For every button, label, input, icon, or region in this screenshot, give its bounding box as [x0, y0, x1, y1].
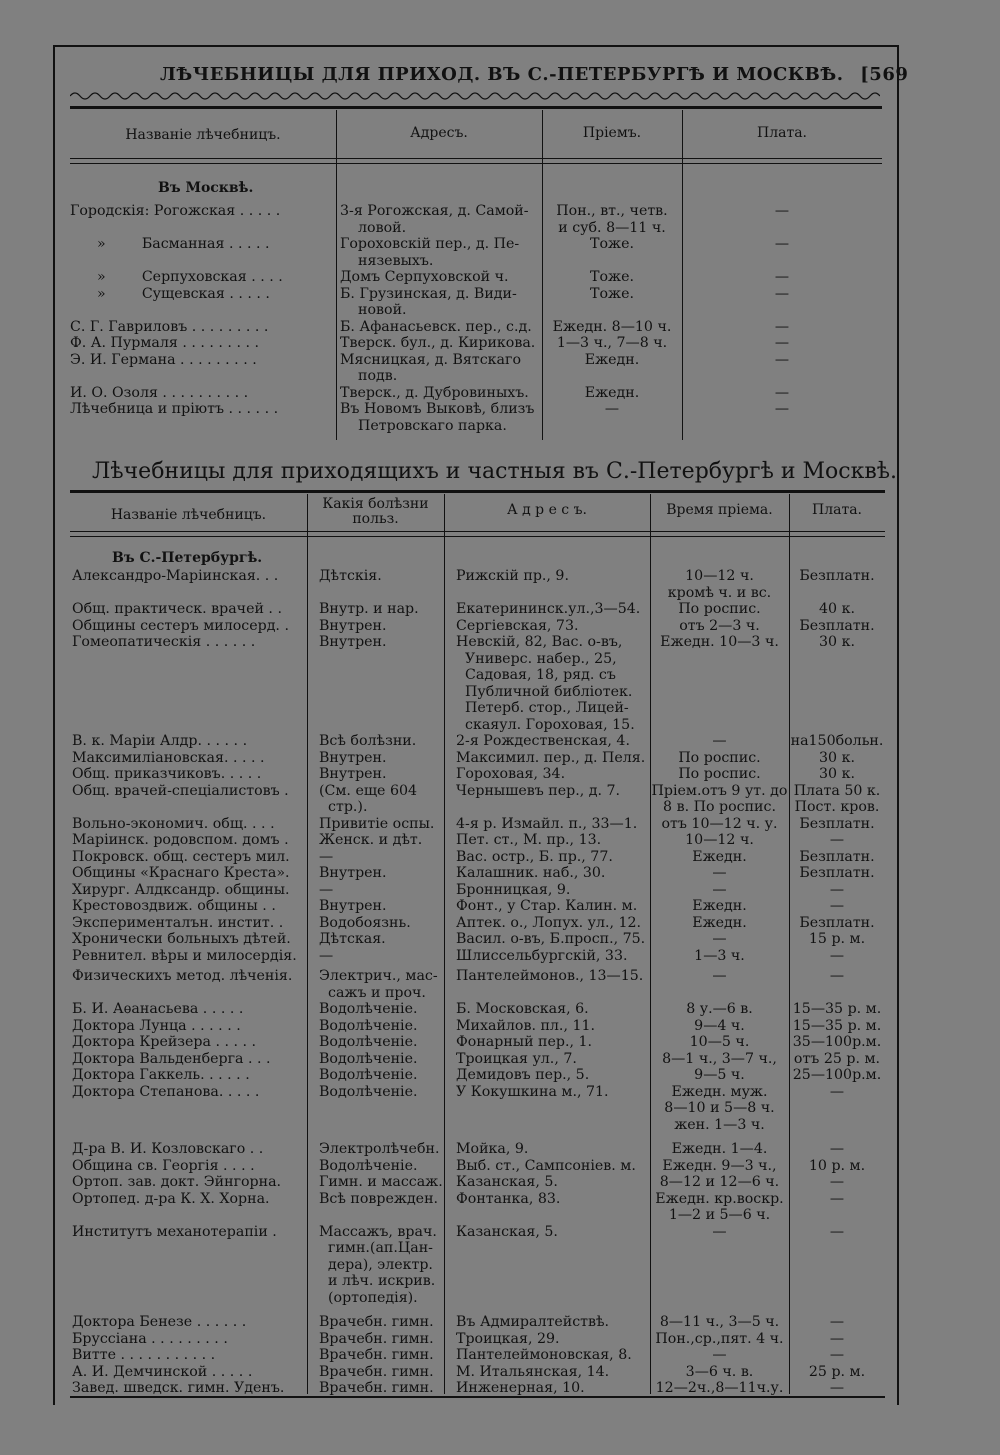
- cell-addr: Троицкая, 29.: [456, 1330, 560, 1347]
- table1-col-fee: Плата.: [757, 125, 807, 141]
- cell-time: 12—2ч.,8—11ч.у.: [655, 1380, 784, 1396]
- cell-name: Доктора Степанова. . . . .: [72, 1083, 260, 1100]
- cell-time: —: [712, 968, 727, 984]
- table2-col-divider: [307, 494, 308, 1394]
- cell-name: Хирург. Алдксандр. общины.: [72, 881, 290, 898]
- cell-name: Общ. практическ. врачей . .: [72, 601, 282, 617]
- cell-time: Пріем.отъ 9 ут. до 8 в. По роспис.: [651, 782, 788, 815]
- cell-fee: 30 к.: [819, 749, 855, 766]
- cell-dis: Водолѣченіе.: [319, 1157, 418, 1174]
- cell-addr: Мясницкая, д. Вятскаго подв.: [340, 351, 521, 384]
- cell-fee: —: [774, 236, 790, 252]
- cell-name: Доктора Крейзера . . . . .: [72, 1034, 257, 1050]
- table2-title: Лѣчебницы для приходящихъ и частныя въ С.-Петербургѣ и Москвѣ.: [92, 459, 897, 484]
- cell-addr: Инженерная, 10.: [456, 1380, 585, 1396]
- page-number: [569: [860, 64, 909, 85]
- cell-name: Общ. приказчиковъ. . . . .: [72, 766, 262, 782]
- cell-name: Крестовоздвиж. общины . .: [72, 898, 276, 914]
- cell-name: Ортопед. д-ра К. Х. Хорна.: [72, 1190, 270, 1207]
- cell-dis: —: [319, 947, 334, 964]
- cell-fee: на150больн.: [790, 733, 884, 749]
- cell-fee: —: [774, 203, 790, 219]
- cell-name: Покровск. общ. сестеръ мил.: [72, 848, 290, 865]
- cell-dis: Врачебн. гимн.: [319, 1347, 434, 1363]
- cell-time: Ежедн. 1—4.: [671, 1141, 768, 1157]
- cell-addr: Домъ Серпуховской ч.: [340, 269, 509, 285]
- cell-dis: Электрич., мас- сажъ и проч.: [319, 968, 438, 1001]
- cell-fee: 15—35 р. м.: [792, 1001, 882, 1017]
- cell-addr: Аптек. о., Лопух. ул., 12.: [456, 914, 642, 931]
- cell-dis: Привитіе оспы.: [319, 815, 435, 832]
- cell-addr: Б. Грузинская, д. Види- новой.: [340, 285, 517, 318]
- table2-section: Въ С.-Петербургѣ.: [112, 550, 263, 566]
- cell-time: Ежедн.: [692, 914, 747, 931]
- cell-dis: Водолѣченіе.: [319, 1050, 418, 1067]
- cell-addr: Калашник. наб., 30.: [456, 865, 606, 881]
- cell-time: 9—4 ч.: [694, 1017, 745, 1034]
- cell-dis: Внутрен.: [319, 766, 387, 782]
- cell-name: Институтъ механотерапіи .: [72, 1223, 277, 1240]
- cell-fee: Безплатн.: [799, 914, 875, 931]
- running-header: [160, 64, 908, 85]
- cell-name: Бруссіана . . . . . . . . .: [72, 1330, 228, 1347]
- cell-addr: Михайлов. пл., 11.: [456, 1017, 596, 1034]
- cell-dis: Врачебн. гимн.: [319, 1363, 434, 1380]
- cell-time: Ежедн. 10—3 ч.: [660, 634, 779, 650]
- cell-name: Ревнител. вѣры и милосердія.: [72, 947, 297, 964]
- cell-recv: —: [604, 401, 620, 417]
- cell-fee: 25 р. м.: [808, 1363, 866, 1380]
- cell-name: Э. И. Германа . . . . . . . . .: [70, 351, 257, 368]
- cell-name: И. О. Озоля . . . . . . . . . .: [70, 384, 249, 401]
- cell-name: Доктора Лунца . . . . . .: [72, 1017, 241, 1034]
- header-title: ЛѢЧЕБНИЦЫ ДЛЯ ПРИХОД. ВЪ С.-ПЕТЕРБУРГѢ И МОСКВѢ.: [160, 64, 844, 85]
- cell-name: А. И. Демчинской . . . . .: [72, 1363, 253, 1380]
- cell-name: Александро-Маріинская. . .: [72, 568, 279, 584]
- cell-time: 1—3 ч.: [694, 947, 745, 964]
- cell-fee: Безплатн.: [799, 568, 875, 584]
- cell-dis: Гимн. и массаж.: [319, 1174, 443, 1190]
- cell-addr: Въ Адмиралтействѣ.: [456, 1314, 610, 1330]
- cell-time: 3—6 ч. в.: [685, 1363, 754, 1380]
- cell-dis: Водолѣченіе.: [319, 1001, 418, 1017]
- cell-name: Доктора Вальденберга . . .: [72, 1050, 271, 1067]
- cell-addr: Троицкая ул., 7.: [456, 1050, 577, 1067]
- cell-dis: Водолѣченіе.: [319, 1067, 418, 1083]
- cell-addr: Невскій, 82, Вас. о-въ, Универс. набер., 25, Садовая, 18, ряд. съ Публичной библіотек. Петерб. стор., Лицей- скаяул. Гороховая, 15.: [456, 634, 635, 733]
- cell-name: Маріинск. родовспом. домъ .: [72, 832, 289, 848]
- cell-addr: 3-я Рогожская, д. Самой- ловой.: [340, 203, 529, 236]
- cell-name: Доктора Гаккель. . . . . .: [72, 1067, 250, 1083]
- table2-col-address: А д р е с ъ.: [507, 502, 587, 518]
- cell-name: » Басманная . . . . .: [70, 236, 270, 252]
- cell-fee: —: [829, 1223, 845, 1240]
- cell-dis: Внутрен.: [319, 749, 387, 766]
- cell-dis: Дѣтскія.: [319, 568, 382, 584]
- cell-name: Общины сестеръ милосерд. .: [72, 617, 289, 634]
- cell-name: Эксперименталън. инстит. .: [72, 914, 284, 931]
- cell-fee: —: [829, 1314, 845, 1330]
- cell-fee: Безплатн.: [799, 617, 875, 634]
- cell-dis: Водолѣченіе.: [319, 1017, 418, 1034]
- cell-name: Городскія: Рогожская . . . . .: [70, 203, 281, 219]
- cell-dis: Женск. и дѣт.: [319, 832, 423, 848]
- table1-col-divider: [336, 110, 337, 440]
- cell-dis: Врачебн. гимн.: [319, 1314, 434, 1330]
- cell-fee: —: [774, 351, 790, 368]
- cell-dis: Всѣ болѣзни.: [319, 733, 417, 749]
- cell-name: Физическихъ метод. лѣченія.: [72, 968, 293, 984]
- cell-addr: Пет. ст., М. пр., 13.: [456, 832, 602, 848]
- cell-fee: отъ 25 р. м.: [793, 1050, 881, 1067]
- cell-addr: Мойка, 9.: [456, 1141, 529, 1157]
- cell-addr: Тверск. бул., д. Кирикова.: [340, 335, 536, 351]
- cell-addr: Гороховскій пер., д. Пе- нязевыхъ.: [340, 236, 520, 269]
- cell-fee: 30 к.: [819, 766, 855, 782]
- cell-dis: Врачебн. гимн.: [319, 1380, 434, 1396]
- cell-fee: —: [774, 335, 790, 351]
- cell-recv: Тоже.: [590, 236, 634, 252]
- cell-addr: Б. Афанасьевск. пер., с.д.: [340, 318, 532, 335]
- cell-name: Хронически больныхъ дѣтей.: [72, 931, 291, 947]
- cell-recv: Пон., вт., четв. и суб. 8—11 ч.: [556, 203, 668, 236]
- table2-col-diseases: Какія болѣзни польз.: [322, 496, 429, 527]
- cell-fee: —: [774, 285, 790, 302]
- cell-addr: У Кокушкина м., 71.: [456, 1083, 609, 1100]
- cell-fee: 25—100р.м.: [792, 1067, 882, 1083]
- cell-time: 10—5 ч.: [689, 1034, 750, 1050]
- cell-name: Ф. А. Пурмаля . . . . . . . . .: [70, 335, 259, 351]
- cell-fee: —: [829, 968, 845, 984]
- cell-addr: Рижскій пр., 9.: [456, 568, 569, 584]
- table1-top-rule: [70, 106, 882, 109]
- cell-dis: Водолѣченіе.: [319, 1034, 418, 1050]
- table2-col-fee: Плата.: [812, 502, 862, 518]
- table2-col-name: Названіе лѣчебницъ.: [110, 507, 267, 523]
- table1-col-reception: Пріемъ.: [582, 125, 642, 141]
- cell-time: отъ 2—3 ч.: [679, 617, 760, 634]
- cell-fee: 15 р. м.: [808, 931, 866, 947]
- cell-addr: Демидовъ пер., 5.: [456, 1067, 590, 1083]
- cell-fee: 15—35 р. м.: [792, 1017, 882, 1034]
- cell-time: 10—12 ч.: [685, 832, 754, 848]
- cell-time: 8—11 ч., 3—5 ч.: [659, 1314, 780, 1330]
- cell-addr: Въ Новомъ Выковѣ, близъ Петровскаго парка.: [340, 401, 535, 434]
- cell-name: Д-ра В. И. Козловскаго . .: [72, 1141, 264, 1157]
- cell-fee: —: [829, 1190, 845, 1207]
- cell-fee: —: [829, 1174, 845, 1190]
- cell-time: 10—12 ч. кромѣ ч. и вс.: [667, 568, 772, 601]
- cell-addr: Б. Московская, 6.: [456, 1001, 589, 1017]
- cell-name: С. Г. Гавриловъ . . . . . . . . .: [70, 318, 269, 335]
- cell-time: Ежедн. 9—3 ч.,: [662, 1157, 777, 1174]
- cell-addr: Пантелеймоновская, 8.: [456, 1347, 632, 1363]
- cell-addr: 2-я Рождественская, 4.: [456, 733, 630, 749]
- cell-name: Б. И. Аѳанасьева . . . . .: [72, 1001, 244, 1017]
- cell-name: » Серпуховская . . . .: [70, 269, 283, 285]
- cell-dis: Массажъ, врач. гимн.(ап.Цан- дера), электр. и лѣч. искрив. (ортопедія).: [319, 1223, 437, 1306]
- cell-name: Вольно-экономич. общ. . . .: [72, 815, 275, 832]
- cell-time: По роспис.: [678, 749, 761, 766]
- cell-dis: Внутрен.: [319, 865, 387, 881]
- table2-header-rule: [70, 531, 885, 532]
- cell-name: Лѣчебница и пріютъ . . . . . .: [70, 401, 279, 417]
- cell-addr: М. Итальянская, 14.: [456, 1363, 610, 1380]
- cell-fee: —: [829, 832, 845, 848]
- cell-time: 8—12 и 12—6 ч.: [659, 1174, 780, 1190]
- cell-addr: Фонт., у Стар. Калин. м.: [456, 898, 638, 914]
- cell-time: —: [712, 733, 727, 749]
- cell-recv: Тоже.: [590, 285, 634, 302]
- cell-fee: —: [774, 401, 790, 417]
- cell-addr: Фонарный пер., 1.: [456, 1034, 593, 1050]
- cell-dis: Водобоязнь.: [319, 914, 411, 931]
- table1-header-rule: [70, 158, 882, 159]
- cell-name: Ортоп. зав. докт. Эйнгорна.: [72, 1174, 282, 1190]
- cell-time: 9—5 ч.: [694, 1067, 745, 1083]
- table2-top-rule: [70, 490, 885, 493]
- cell-name: Максимиліановская. . . . .: [72, 749, 265, 766]
- cell-name: » Сущевская . . . . .: [70, 285, 270, 302]
- cell-addr: Максимил. пер., д. Пеля.: [456, 749, 646, 766]
- cell-fee: —: [829, 1347, 845, 1363]
- cell-dis: Внутр. и нар.: [319, 601, 419, 617]
- cell-name: Гомеопатическія . . . . . .: [72, 634, 256, 650]
- cell-fee: —: [829, 1083, 845, 1100]
- cell-dis: Водолѣченіе.: [319, 1083, 418, 1100]
- cell-name: Общ. врачей-спеціалистовъ .: [72, 782, 289, 799]
- cell-name: Доктора Бенезе . . . . . .: [72, 1314, 247, 1330]
- cell-time: По роспис.: [678, 601, 761, 617]
- cell-name: Община св. Георгія . . . .: [72, 1157, 255, 1174]
- cell-time: Ежедн.: [692, 898, 747, 914]
- cell-addr: Тверск., д. Дубровиныхъ.: [340, 384, 529, 401]
- cell-name: В. к. Маріи Алдр. . . . . .: [72, 733, 248, 749]
- cell-addr: Вас. остр., Б. пр., 77.: [456, 848, 613, 865]
- cell-recv: Ежедн.: [584, 384, 640, 401]
- cell-fee: —: [829, 1380, 845, 1396]
- table1-section: Въ Москвѣ.: [158, 180, 254, 196]
- cell-fee: Безплатн.: [799, 815, 875, 832]
- cell-fee: —: [829, 1330, 845, 1347]
- cell-addr: Бронницкая, 9.: [456, 881, 571, 898]
- cell-name: Общины «Краснаго Креста».: [72, 865, 290, 881]
- cell-addr: Гороховая, 34.: [456, 766, 566, 782]
- cell-recv: Ежедн. 8—10 ч.: [552, 318, 672, 335]
- cell-addr: Фонтанка, 83.: [456, 1190, 561, 1207]
- table2-col-time: Время пріема.: [666, 502, 773, 518]
- table1-col-name: Названіе лѣчебницъ.: [125, 127, 281, 143]
- cell-fee: —: [774, 269, 790, 285]
- cell-dis: Внутрен.: [319, 634, 387, 650]
- cell-fee: —: [829, 947, 845, 964]
- cell-fee: —: [774, 318, 790, 335]
- table1-col-address: Адресъ.: [410, 125, 468, 141]
- cell-dis: —: [319, 881, 334, 898]
- cell-recv: 1—3 ч., 7—8 ч.: [556, 335, 668, 351]
- cell-time: Ежедн.: [692, 848, 747, 865]
- cell-recv: Тоже.: [590, 269, 634, 285]
- cell-name: Витте . . . . . . . . . . .: [72, 1347, 216, 1363]
- cell-dis: Электролѣчебн.: [319, 1141, 440, 1157]
- cell-dis: —: [319, 848, 334, 865]
- cell-time: Пон.,ср.,пят. 4 ч.: [655, 1330, 784, 1347]
- cell-addr: Васил. о-въ, Б.просп., 75.: [456, 931, 646, 947]
- cell-fee: Плата 50 к. Пост. кров.: [793, 782, 881, 815]
- cell-time: отъ 10—12 ч. у.: [661, 815, 778, 832]
- cell-fee: Безплатн.: [799, 848, 875, 865]
- cell-name: Завед. шведск. гимн. Уденъ.: [72, 1380, 285, 1396]
- bottom-rule: [70, 1396, 885, 1398]
- wavy-rule: [70, 90, 880, 102]
- cell-addr: Шлиссельбургскій, 33.: [456, 947, 628, 964]
- cell-addr: Пантелеймонов., 13—15.: [456, 968, 644, 984]
- cell-dis: Дѣтская.: [319, 931, 386, 947]
- table2-header-rule-2: [70, 536, 885, 537]
- cell-time: —: [712, 1347, 727, 1363]
- cell-addr: Казанская, 5.: [456, 1223, 558, 1240]
- cell-addr: Екатерининск.ул.,3—54.: [456, 601, 641, 617]
- cell-recv: Ежедн.: [584, 351, 640, 368]
- cell-dis: Внутрен.: [319, 617, 387, 634]
- cell-addr: Сергіевская, 73.: [456, 617, 579, 634]
- cell-dis: Внутрен.: [319, 898, 387, 914]
- cell-addr: Чернышевъ пер., д. 7.: [456, 782, 621, 799]
- cell-time: Ежедн. кр.воскр. 1—2 и 5—6 ч.: [655, 1190, 784, 1223]
- cell-fee: —: [829, 898, 845, 914]
- cell-time: —: [712, 1223, 727, 1240]
- table1-header-rule-2: [70, 163, 882, 164]
- cell-fee: 35—100р.м.: [792, 1034, 882, 1050]
- cell-time: Ежедн. муж. 8—10 и 5—8 ч. жен. 1—3 ч.: [664, 1083, 775, 1133]
- cell-dis: Всѣ поврежден.: [319, 1190, 439, 1207]
- cell-fee: 30 к.: [819, 634, 855, 650]
- cell-addr: Казанская, 5.: [456, 1174, 558, 1190]
- cell-fee: 10 р. м.: [808, 1157, 866, 1174]
- cell-fee: —: [774, 384, 790, 401]
- cell-addr: 4-я р. Измайл. п., 33—1.: [456, 815, 638, 832]
- cell-time: 8 у.—6 в.: [686, 1001, 753, 1017]
- cell-fee: —: [829, 881, 845, 898]
- cell-dis: Врачебн. гимн.: [319, 1330, 434, 1347]
- cell-time: —: [712, 881, 727, 898]
- cell-dis: (См. еще 604 стр.).: [319, 782, 418, 815]
- cell-addr: Выб. ст., Сампсоніев. м.: [456, 1157, 636, 1174]
- cell-time: —: [712, 865, 727, 881]
- cell-fee: 40 к.: [819, 601, 855, 617]
- cell-time: 8—1 ч., 3—7 ч.,: [662, 1050, 777, 1067]
- cell-fee: Безплатн.: [799, 865, 875, 881]
- cell-time: По роспис.: [678, 766, 761, 782]
- cell-time: —: [712, 931, 727, 947]
- cell-fee: —: [829, 1141, 845, 1157]
